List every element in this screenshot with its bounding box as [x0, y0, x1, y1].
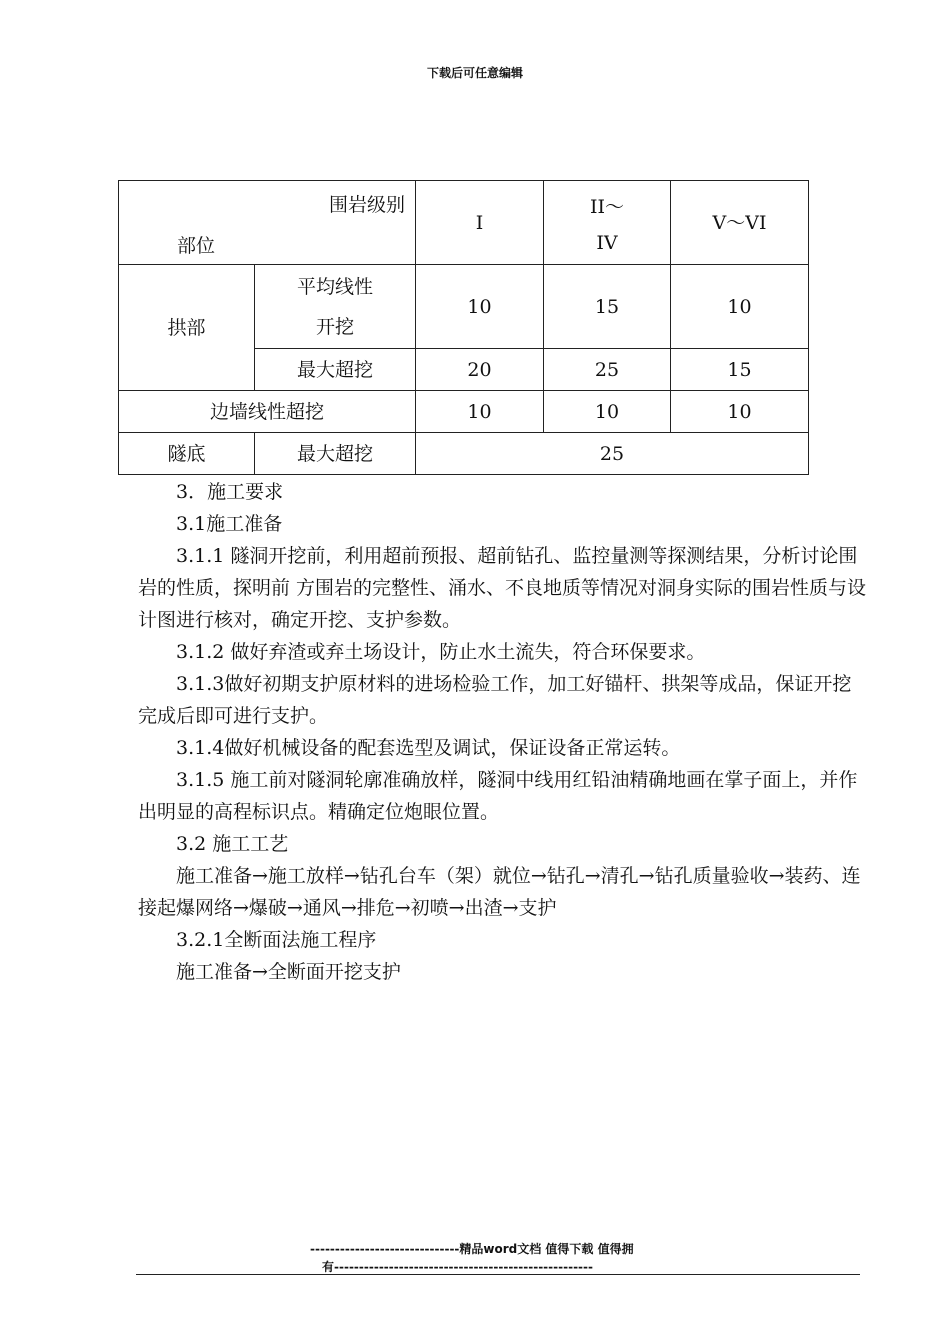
paragraph: 3.1.1 隧洞开挖前，利用超前预报、超前钻孔、监控量测等探测结果，分析讨论围岩的性质，探明前 方围岩的完整性、涌水、不良地质等情况对洞身实际的围岩性质与设计图进行核对，确定开挖、支护参数。	[138, 545, 867, 631]
table-row-side-wall	[119, 391, 809, 433]
rock-grade-label: 围岩级别	[328, 194, 405, 216]
header-note: 下载后可任意编辑	[426, 66, 523, 80]
process-flow: 施工准备→全断面开挖支护	[176, 961, 401, 983]
grade-col-2-line2: IV	[596, 231, 618, 254]
table-cell: 25	[544, 349, 671, 391]
overbreak-table	[118, 180, 809, 475]
section-heading: 3．施工要求	[176, 481, 284, 503]
grade-col-3: V～VI	[671, 181, 809, 265]
grade-col-2-line1: II～	[589, 195, 624, 218]
arch-max-label: 最大超挖	[255, 349, 416, 391]
table-cell: 15	[671, 349, 809, 391]
table-row-arch-avg	[119, 265, 809, 349]
avg-linear-line1: 平均线性	[296, 275, 373, 298]
tunnel-bottom-label: 隧底	[119, 433, 255, 475]
avg-linear-line2: 开挖	[315, 315, 354, 338]
paragraph: 3.1.5 施工前对隧洞轮廓准确放样，隧洞中线用红铅油精确地画在掌子面上，并作出明显的高程标识点。精确定位炮眼位置。	[138, 769, 858, 823]
grade-col-1: I	[416, 181, 544, 265]
footer-note-line2: 有----------------------------------------------------	[322, 1260, 593, 1274]
table-cell: 10	[544, 391, 671, 433]
paragraph: 3.1.3做好初期支护原材料的进场检验工作，加工好锚杆、拱架等成品，保证开挖完成后即可进行支护。	[138, 673, 852, 727]
table-header-row	[119, 181, 809, 265]
side-wall-label: 边墙线性超挖	[119, 391, 416, 433]
paragraph: 3.1.2 做好弃渣或弃土场设计，防止水土流失，符合环保要求。	[176, 641, 706, 663]
diagonal-header-cell	[119, 181, 416, 265]
arch-label: 拱部	[119, 265, 255, 391]
table-cell: 20	[416, 349, 544, 391]
process-flow: 施工准备→施工放样→钻孔台车（架）就位→钻孔→清孔→钻孔质量验收→装药、连接起爆网络→爆破→通风→排危→初喷→出渣→支护	[138, 865, 861, 919]
grade-col-2	[544, 181, 671, 265]
footer-divider	[136, 1274, 860, 1275]
subsection-heading: 3.2.1全断面法施工程序	[176, 929, 377, 951]
table-cell: 10	[671, 265, 809, 349]
tunnel-bottom-sub-label: 最大超挖	[255, 433, 416, 475]
tunnel-bottom-value: 25	[416, 433, 809, 475]
table-row-tunnel-bottom	[119, 433, 809, 475]
body-text	[138, 476, 868, 988]
table-cell: 10	[416, 391, 544, 433]
position-label: 部位	[177, 235, 216, 257]
table-cell: 10	[671, 391, 809, 433]
table-cell: 10	[416, 265, 544, 349]
table-cell: 15	[544, 265, 671, 349]
avg-linear-label	[255, 265, 416, 349]
subsection-heading: 3.1施工准备	[176, 513, 283, 535]
footer-note-line1: ------------------------------精品word文档 值得下载 值得拥	[310, 1242, 634, 1256]
subsection-heading: 3.2 施工工艺	[176, 833, 289, 855]
paragraph: 3.1.4做好机械设备的配套选型及调试，保证设备正常运转。	[176, 737, 681, 759]
